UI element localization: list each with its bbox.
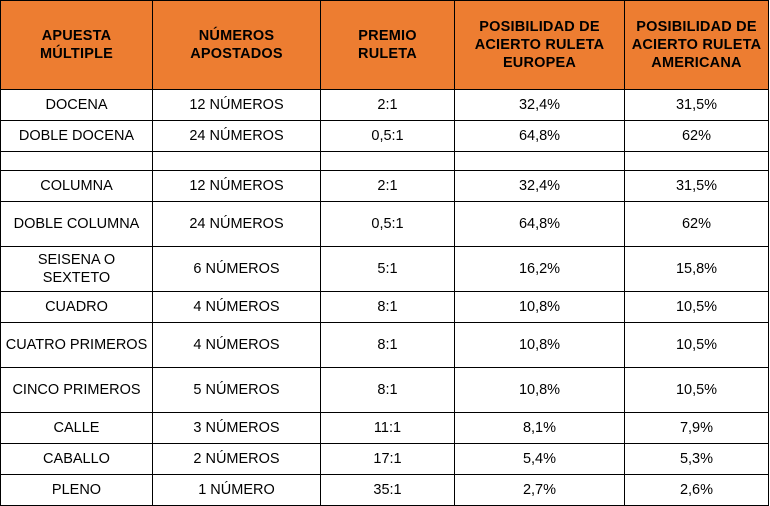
table-cell: 12 NÚMEROS [153, 90, 321, 121]
column-header-posibilidad-europea: POSIBILIDAD DE ACIERTO RULETA EUROPEA [455, 1, 625, 90]
table-cell: 5,3% [625, 444, 769, 475]
column-header-apuesta-multiple: APUESTA MÚLTIPLE [1, 1, 153, 90]
table-cell: 1 NÚMERO [153, 475, 321, 506]
table-cell: 31,5% [625, 90, 769, 121]
table-cell: DOCENA [1, 90, 153, 121]
table-cell: COLUMNA [1, 171, 153, 202]
spacer-cell [455, 152, 625, 171]
table-cell: 5,4% [455, 444, 625, 475]
table-cell: 10,5% [625, 323, 769, 368]
table-cell: 6 NÚMEROS [153, 247, 321, 292]
table-cell: 35:1 [321, 475, 455, 506]
spacer-cell [153, 152, 321, 171]
table-cell: DOBLE COLUMNA [1, 202, 153, 247]
table-cell: 10,5% [625, 368, 769, 413]
table-cell: 24 NÚMEROS [153, 121, 321, 152]
table-cell: 0,5:1 [321, 202, 455, 247]
table-row [1, 292, 769, 323]
table-cell: PLENO [1, 475, 153, 506]
spacer-cell [1, 152, 153, 171]
table-cell: 12 NÚMEROS [153, 171, 321, 202]
table-cell: CALLE [1, 413, 153, 444]
column-header-posibilidad-americana: POSIBILIDAD DE ACIERTO RULETA AMERICANA [625, 1, 769, 90]
table-cell: 64,8% [455, 121, 625, 152]
table-cell: 5:1 [321, 247, 455, 292]
table-row [1, 413, 769, 444]
table-cell: 4 NÚMEROS [153, 323, 321, 368]
table-cell: 2:1 [321, 171, 455, 202]
table-cell: 2:1 [321, 90, 455, 121]
table-body [1, 90, 769, 506]
table-row [1, 90, 769, 121]
table-spacer-row [1, 152, 769, 171]
table-cell: 10,8% [455, 323, 625, 368]
spacer-cell [625, 152, 769, 171]
table-cell: 8:1 [321, 368, 455, 413]
table-row [1, 475, 769, 506]
table-cell: 10,8% [455, 368, 625, 413]
table-cell: 8:1 [321, 292, 455, 323]
table-cell: 11:1 [321, 413, 455, 444]
table-row [1, 247, 769, 292]
table-cell: CUATRO PRIMEROS [1, 323, 153, 368]
table-cell: CINCO PRIMEROS [1, 368, 153, 413]
table-cell: 15,8% [625, 247, 769, 292]
table-cell: 0,5:1 [321, 121, 455, 152]
table-cell: 3 NÚMEROS [153, 413, 321, 444]
table-cell: CUADRO [1, 292, 153, 323]
table-cell: CABALLO [1, 444, 153, 475]
table-row [1, 121, 769, 152]
table-row [1, 368, 769, 413]
table-cell: 4 NÚMEROS [153, 292, 321, 323]
column-header-numeros-apostados: NÚMEROS APOSTADOS [153, 1, 321, 90]
table-cell: 31,5% [625, 171, 769, 202]
table-cell: 32,4% [455, 171, 625, 202]
table-cell: 16,2% [455, 247, 625, 292]
table-row [1, 202, 769, 247]
table-row [1, 444, 769, 475]
table-cell: 7,9% [625, 413, 769, 444]
table-cell: 24 NÚMEROS [153, 202, 321, 247]
table-cell: 62% [625, 121, 769, 152]
table-cell: 8:1 [321, 323, 455, 368]
table-cell: 8,1% [455, 413, 625, 444]
table-row [1, 323, 769, 368]
table-cell: 5 NÚMEROS [153, 368, 321, 413]
table-cell: 2,7% [455, 475, 625, 506]
table-cell: DOBLE DOCENA [1, 121, 153, 152]
table-cell: 2 NÚMEROS [153, 444, 321, 475]
table-header [1, 1, 769, 90]
header-row [1, 1, 769, 90]
table-cell: 32,4% [455, 90, 625, 121]
table-cell: SEISENA O SEXTETO [1, 247, 153, 292]
column-header-premio-ruleta: PREMIO RULETA [321, 1, 455, 90]
table-cell: 10,8% [455, 292, 625, 323]
table-cell: 64,8% [455, 202, 625, 247]
table-cell: 17:1 [321, 444, 455, 475]
table-cell: 10,5% [625, 292, 769, 323]
spacer-cell [321, 152, 455, 171]
table-cell: 2,6% [625, 475, 769, 506]
table-cell: 62% [625, 202, 769, 247]
table-row [1, 171, 769, 202]
